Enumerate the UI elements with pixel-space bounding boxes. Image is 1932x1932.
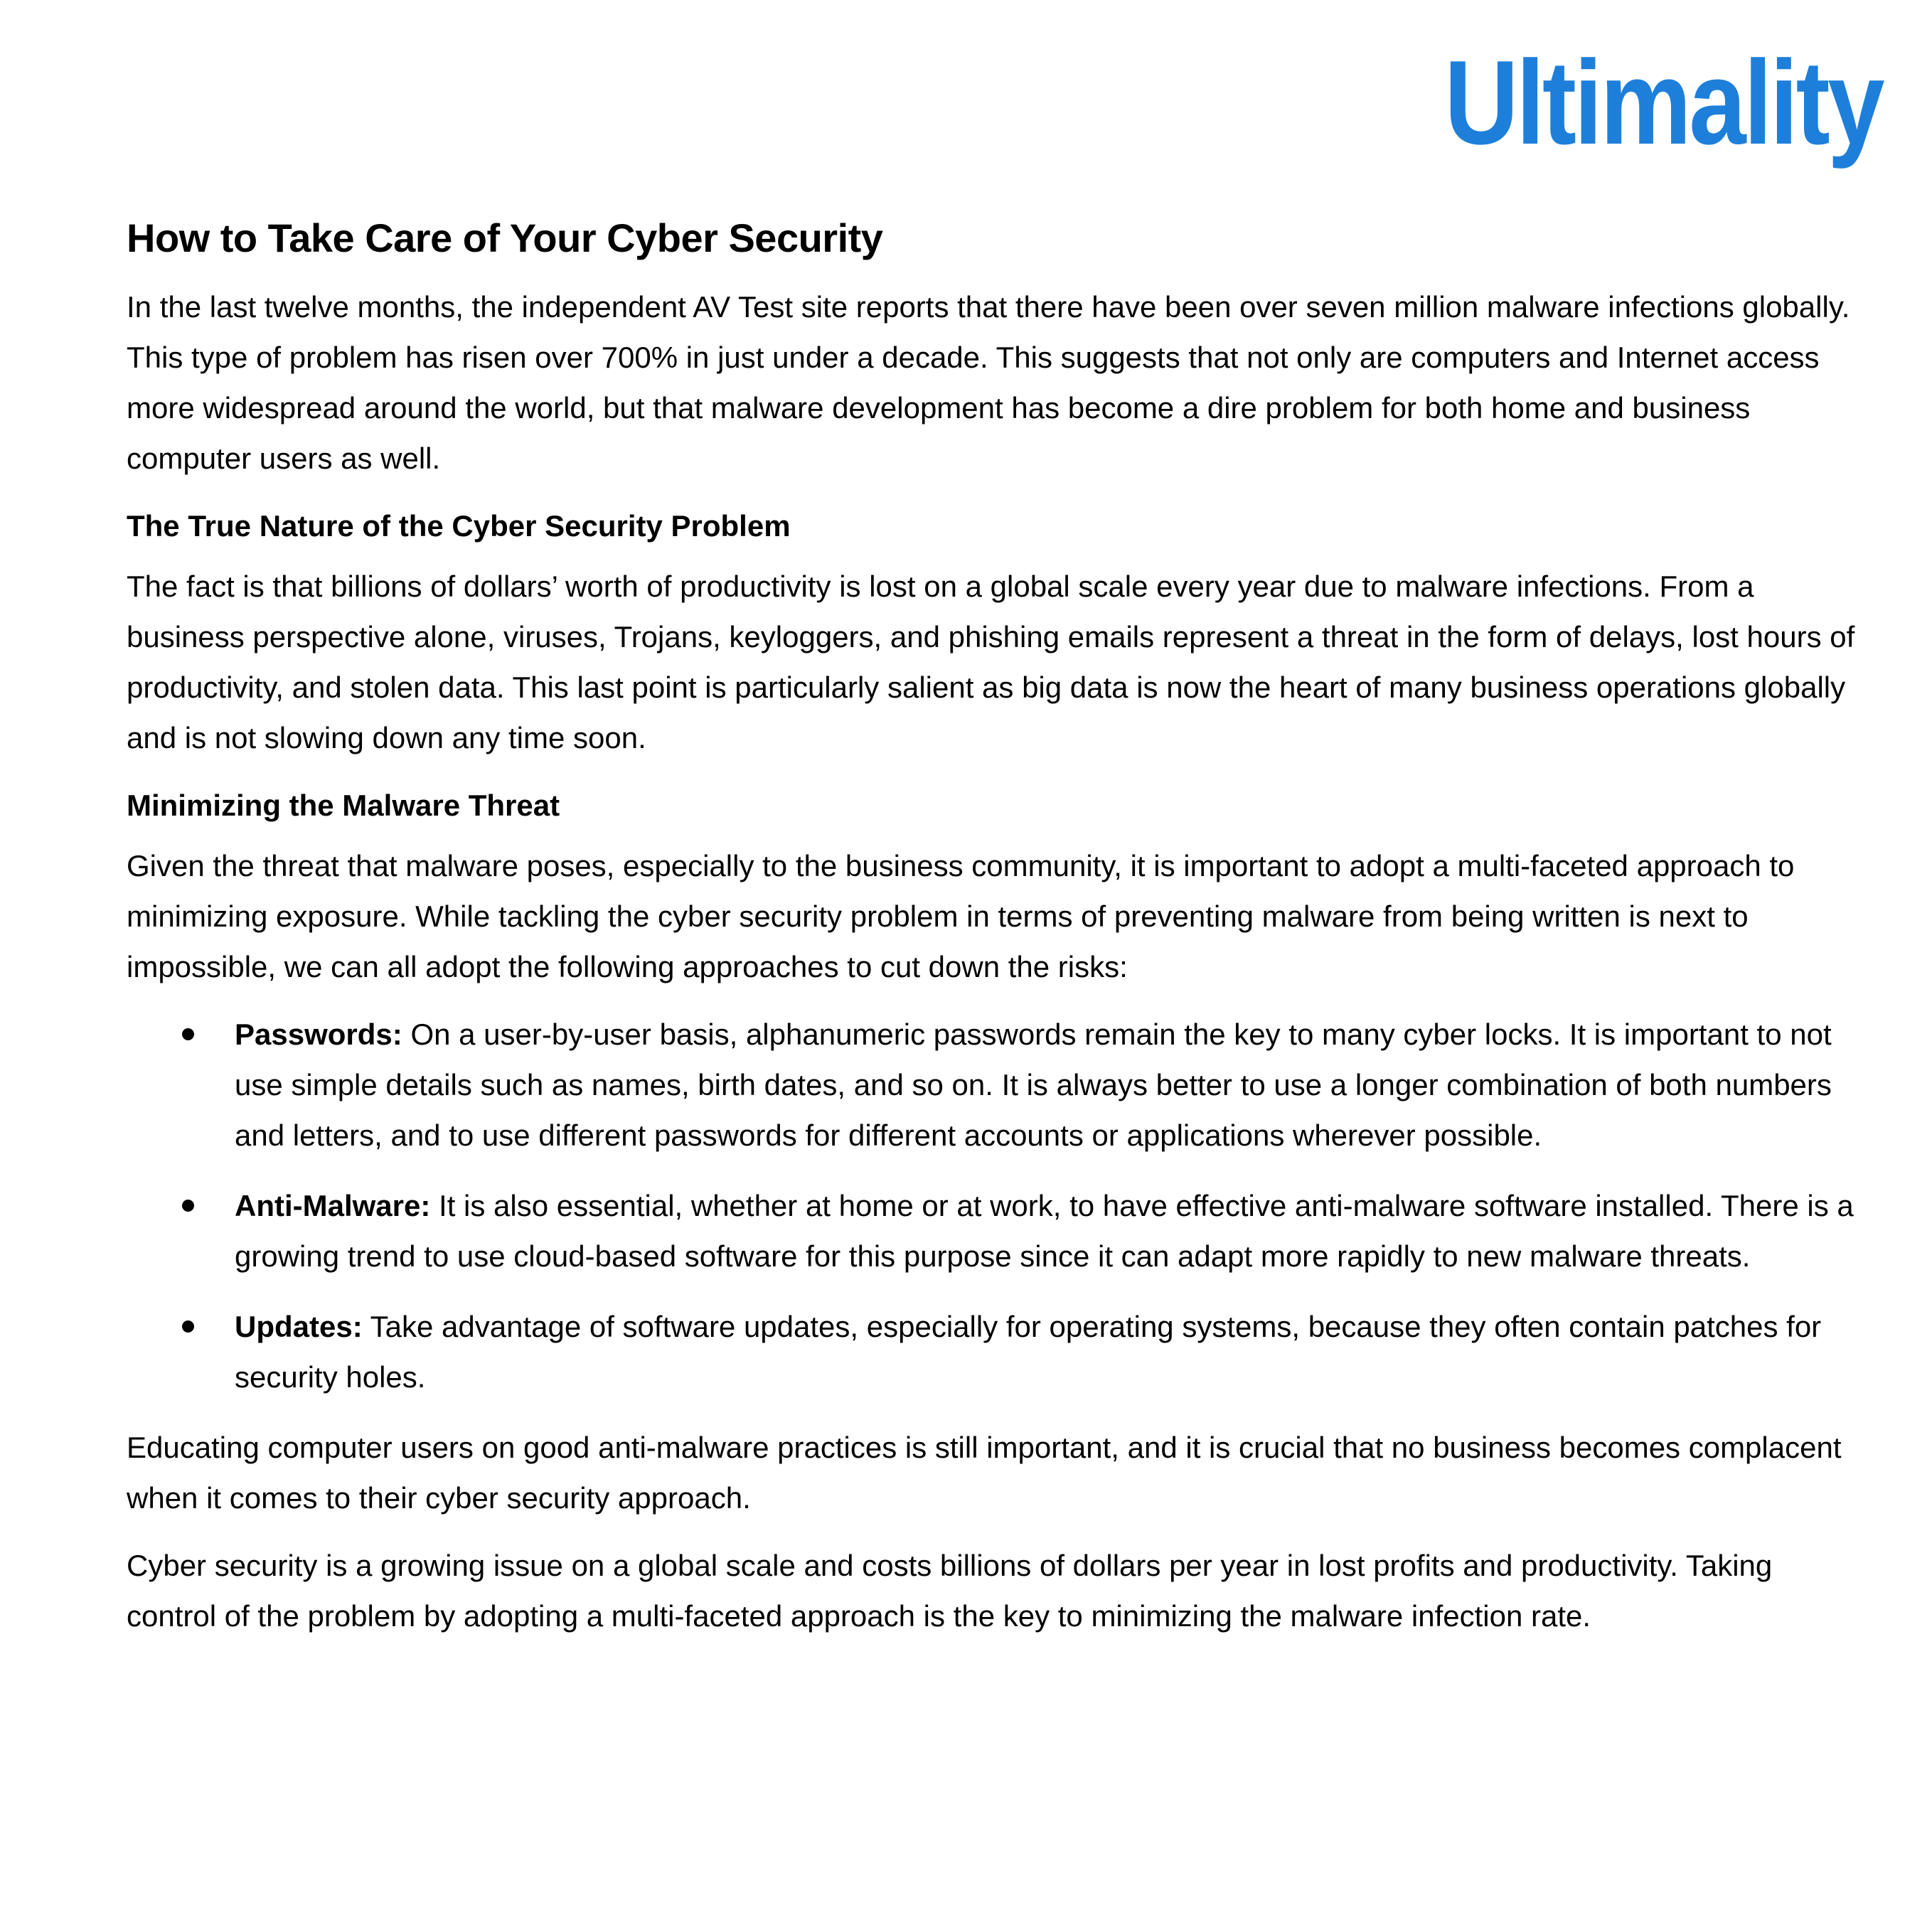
bullet-icon — [182, 1200, 194, 1212]
list-item-updates — [127, 1301, 1862, 1402]
minimizing-paragraph: Given the threat that malware poses, especially to the business community, it is important to adopt a multi-faceted approach to minimizing exposure. While tackling the cyber security problem in terms of preventing malware from being written is next to impossible, we can all adopt the following approaches to cut down the risks: — [127, 849, 1795, 983]
section-heading-problem: The True Nature of the Cyber Security Problem — [127, 509, 791, 543]
bullet-term: Passwords: — [235, 1018, 402, 1051]
bullet-text: On a user-by-user basis, alphanumeric passwords remain the key to many cyber locks. It is important to not use simple details such as names, birth dates, and so on. It is always better to use a longer combination of both numbers and letters, and to use different passwords for different accounts or applications wherever possible. — [235, 1018, 1832, 1152]
list-item-passwords — [127, 1009, 1862, 1160]
page-title: How to Take Care of Your Cyber Security — [127, 215, 883, 260]
list-item-anti-malware — [127, 1180, 1862, 1281]
bullet-icon — [182, 1320, 194, 1333]
closing-paragraph-education: Educating computer users on good anti-malware practices is still important, and it is crucial that no business becomes complacent when it comes to their cyber security approach. — [127, 1431, 1842, 1515]
approaches-list — [127, 1009, 1862, 1402]
bullet-icon — [182, 1028, 194, 1040]
problem-paragraph: The fact is that billions of dollars’ worth of productivity is lost on a global scale every year due to malware infections. From a business perspective alone, viruses, Trojans, keyloggers, and phishing emails represent a threat in the form of delays, lost hours of productivity, and stolen data. This last point is particularly salient as big data is now the heart of many business operations globally and is not slowing down any time soon. — [127, 570, 1855, 754]
bullet-text: It is also essential, whether at home or at work, to have effective anti-malware software installed. There is a growing trend to use cloud-based software for this purpose since it can adapt more rapidly to new malware threats. — [235, 1189, 1854, 1273]
article-body — [127, 213, 1862, 1658]
intro-paragraph: In the last twelve months, the independent AV Test site reports that there have been over seven million malware infections globally. This type of problem has risen over 700% in just under a decade. This suggests that not only are computers and Internet access more widespread around the world, but that malware development has become a dire problem for both home and business computer users as well. — [127, 290, 1850, 475]
bullet-text: Take advantage of software updates, especially for operating systems, because they often contain patches for security holes. — [235, 1310, 1822, 1394]
ultimality-logo: Ultimality — [1444, 36, 1882, 169]
section-heading-minimizing: Minimizing the Malware Threat — [127, 789, 560, 822]
closing-paragraph-summary: Cyber security is a growing issue on a global scale and costs billions of dollars per year in lost profits and productivity. Taking control of the problem by adopting a multi-faceted approach is the key to minimizing the malware infection rate. — [127, 1549, 1773, 1633]
bullet-term: Anti-Malware: — [235, 1189, 431, 1222]
bullet-term: Updates: — [235, 1310, 363, 1343]
